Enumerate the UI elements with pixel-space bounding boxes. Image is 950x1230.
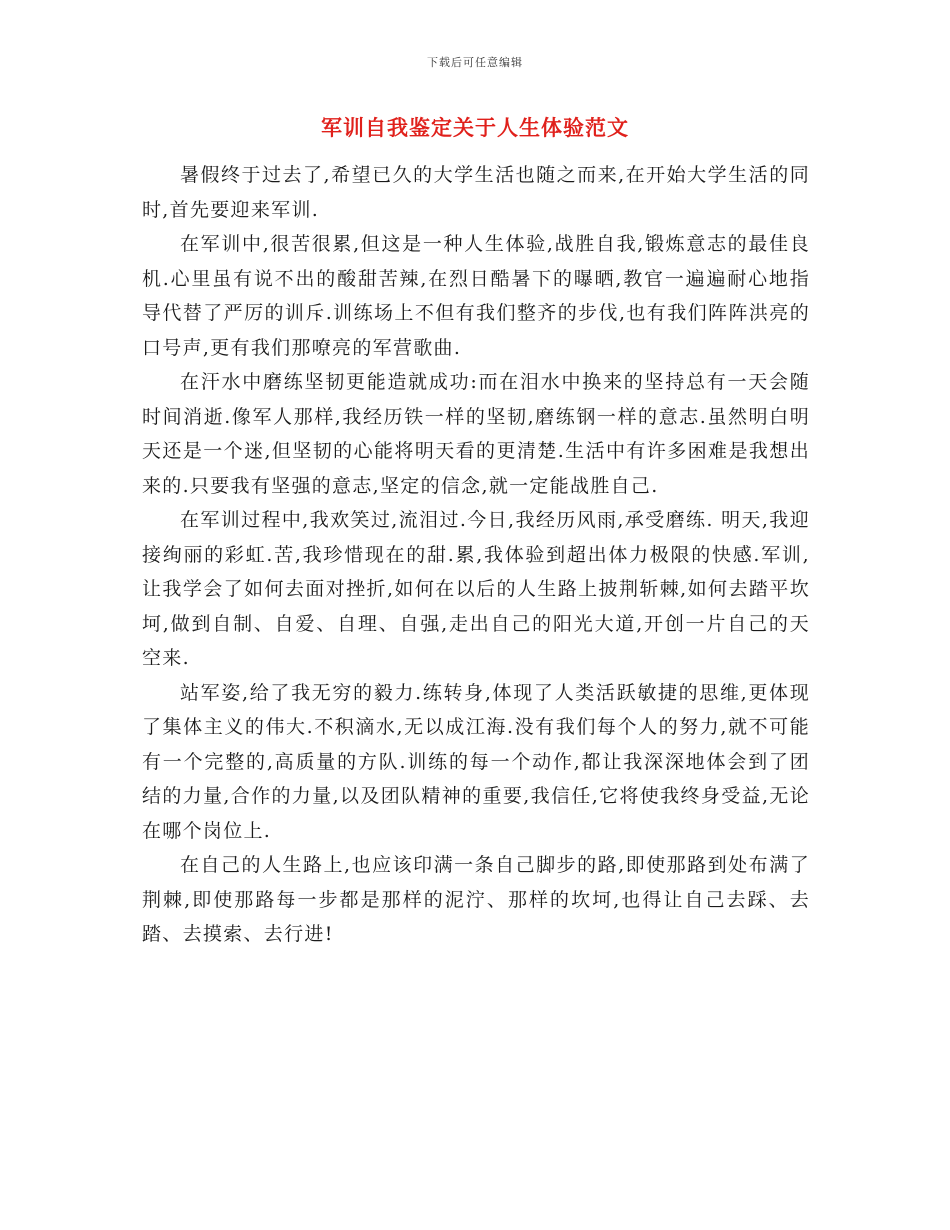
- paragraph-1: 暑假终于过去了,希望已久的大学生活也随之而来,在开始大学生活的同时,首先要迎来军训.: [142, 164, 810, 221]
- header-note: 下载后可任意编辑: [427, 56, 523, 69]
- paragraph-3: 在汗水中磨练坚韧更能造就成功:而在泪水中换来的坚持总有一天会随时间消逝.像军人那样,我经历铁一样的坚韧,磨练钢一样的意志.虽然明白明天还是一个迷,但坚韧的心能将明天看的更清楚.生活中有许多困难是我想出来的.只要我有坚强的意志,坚定的信念,就一定能战胜自己.: [142, 371, 810, 497]
- paragraph-5: 站军姿,给了我无穷的毅力.练转身,体现了人类活跃敏捷的思维,更体现了集体主义的伟大.不积滴水,无以成江海.没有我们每个人的努力,就不可能有一个完整的,高质量的方队.训练的每一个动作,都让我深深地体会到了团结的力量,合作的力量,以及团队精神的重要,我信任,它将使我终身受益,无论在哪个岗位上.: [142, 681, 810, 842]
- paragraph-2: 在军训中,很苦很累,但这是一种人生体验,战胜自我,锻炼意志的最佳良机.心里虽有说不出的酸甜苦辣,在烈日酷暑下的曝晒,教官一遍遍耐心地指导代替了严厉的训斥.训练场上不但有我们整齐的步伐,也有我们阵阵洪亮的口号声,更有我们那嘹亮的军营歌曲.: [142, 233, 810, 359]
- document-title: 军训自我鉴定关于人生体验范文: [321, 115, 629, 140]
- paragraph-4: 在军训过程中,我欢笑过,流泪过.今日,我经历风雨,承受磨练. 明天,我迎接绚丽的彩虹.苦,我珍惜现在的甜.累,我体验到超出体力极限的快感.军训,让我学会了如何去面对挫折,如何在以后的人生路上披荆斩棘,如何去踏平坎坷,做到自制、自爱、自理、自强,走出自己的阳光大道,开创一片自己的天空来.: [142, 509, 810, 669]
- paragraph-6: 在自己的人生路上,也应该印满一条自己脚步的路,即使那路到处布满了荆棘,即使那路每一步都是那样的泥泞、那样的坎坷,也得让自己去踩、去踏、去摸索、去行进!: [142, 854, 810, 945]
- document-body: [142, 158, 810, 952]
